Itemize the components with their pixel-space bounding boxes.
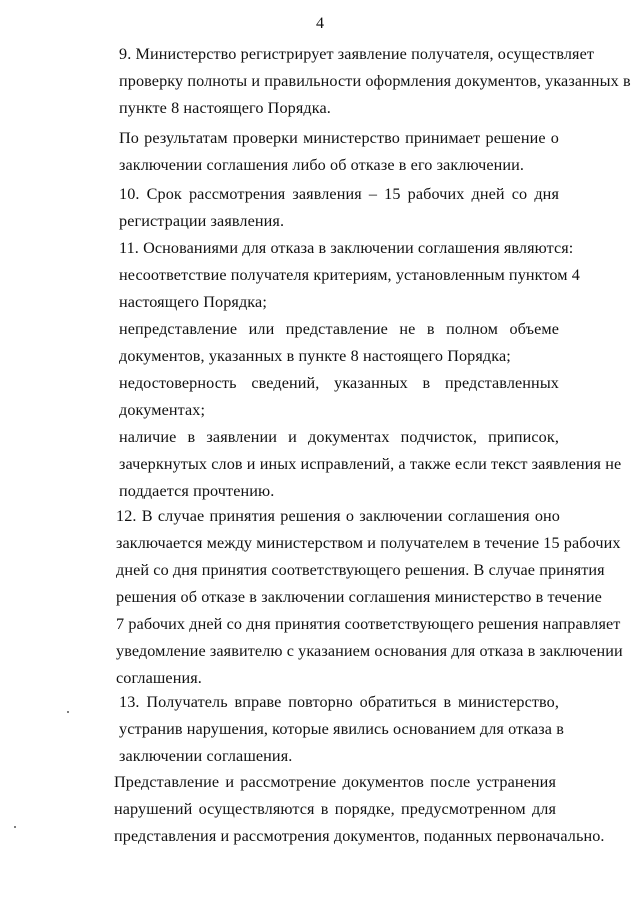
paragraph-9 (75, 41, 631, 122)
paragraph-11-item-d (75, 424, 622, 505)
paragraph-11-item-b (75, 316, 559, 370)
text-line: решения об отказе в заключении соглашения министерство в течение (116, 588, 602, 606)
text-line: регистрации заявления. (119, 212, 285, 230)
text-line: документов, указанных в пункте 8 настоящего Порядка; (119, 347, 511, 365)
text-line: заключении соглашения. (119, 747, 293, 765)
text-line: несоответствие получателя критериям, установленным пунктом 4 (119, 266, 580, 284)
text-line: документах; (119, 401, 206, 419)
paragraph-10 (75, 181, 559, 235)
text-line: нарушений осуществляются в порядке, предусмотренном для (114, 800, 556, 818)
text-line: наличие в заявлении и документах подчисток, приписок, (119, 428, 559, 446)
text-line: дней со дня принятия соответствующего решения. В случае принятия (116, 561, 605, 579)
text-line: устранив нарушения, которые явились основанием для отказа в (119, 720, 564, 738)
paragraph-12 (72, 503, 623, 692)
page-number: 4 (316, 15, 324, 32)
text-line: зачеркнутых слов и иных исправлений, а также если текст заявления не (119, 455, 622, 473)
text-line: Представление и рассмотрение документов после устранения (114, 773, 556, 791)
text-line: настоящего Порядка; (119, 293, 267, 311)
text-line: 7 рабочих дней со дня принятия соответствующего решения направляет (116, 615, 621, 633)
text-line: уведомление заявителю с указанием основания для отказа в заключении (116, 642, 623, 660)
text-line: 12. В случае принятия решения о заключении соглашения оно (116, 507, 560, 525)
text-line: 13. Получатель вправе повторно обратиться в министерство, (119, 693, 559, 711)
scan-speck (14, 826, 16, 828)
text-line: заключении соглашения либо об отказе в его заключении. (119, 156, 525, 174)
text-line: По результатам проверки министерство принимает решение о (119, 129, 559, 147)
text-line: заключается между министерством и получателем в течение 15 рабочих (116, 534, 621, 552)
paragraph-9-result (75, 125, 559, 179)
text-line: поддается прочтению. (119, 482, 275, 500)
scan-speck (67, 711, 69, 713)
text-line: 9. Министерство регистрирует заявление получателя, осуществляет (119, 45, 595, 63)
text-line: проверку полноты и правильности оформления документов, указанных в (119, 72, 631, 90)
paragraph-13 (75, 689, 564, 770)
text-line: пункте 8 настоящего Порядка. (119, 99, 331, 117)
paragraph-11 (75, 235, 574, 262)
paragraph-13-repeat (64, 769, 605, 850)
text-line: непредставление или представление не в полном объеме (119, 320, 559, 338)
text-line: 11. Основаниями для отказа в заключении соглашения являются: (119, 239, 574, 257)
paragraph-11-item-c (75, 370, 559, 424)
text-line: 10. Срок рассмотрения заявления – 15 рабочих дней со дня (119, 185, 559, 203)
text-line: соглашения. (116, 669, 202, 687)
text-line: недостоверность сведений, указанных в представленных (119, 374, 559, 392)
text-line: представления и рассмотрения документов, поданных первоначально. (114, 827, 605, 845)
paragraph-11-item-a (75, 262, 580, 316)
